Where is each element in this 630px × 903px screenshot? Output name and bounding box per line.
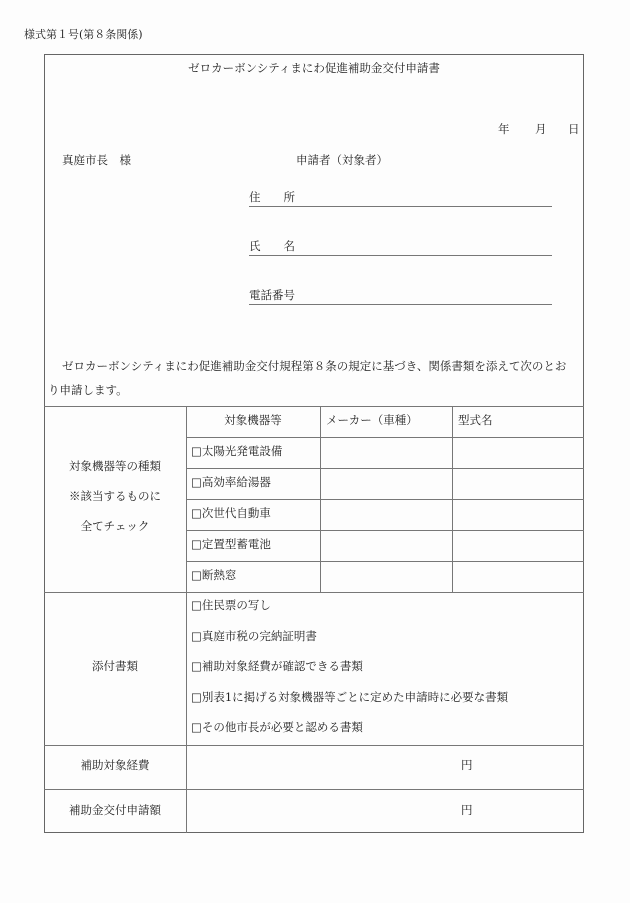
date-day[interactable]: 日 bbox=[568, 122, 580, 136]
form-frame bbox=[44, 54, 584, 833]
equipment-label-2: ※該当するものに bbox=[69, 489, 161, 503]
section-divider bbox=[44, 745, 584, 746]
equipment-checkbox-solar[interactable]: □太陽光発電設備 bbox=[191, 444, 283, 458]
column-divider bbox=[186, 406, 187, 833]
header-maker: メーカー（車種） bbox=[326, 413, 418, 427]
body-text-line2: り申請します。 bbox=[48, 383, 128, 397]
phone-field[interactable] bbox=[249, 287, 552, 305]
applicant-heading: 申請者（対象者） bbox=[296, 153, 388, 167]
header-model: 型式名 bbox=[458, 413, 493, 427]
phone-label: 電話番号 bbox=[249, 288, 295, 302]
attachment-checkbox[interactable]: □補助対象経費が確認できる書類 bbox=[191, 659, 363, 673]
cost-label: 補助対象経費 bbox=[80, 758, 150, 772]
form-title: ゼロカーボンシティまにわ促進補助金交付申請書 bbox=[188, 61, 440, 75]
cost-unit: 円 bbox=[461, 758, 473, 772]
header-equipment: 対象機器等 bbox=[224, 413, 282, 427]
request-label: 補助金交付申請額 bbox=[69, 803, 161, 817]
attachment-checkbox[interactable]: □その他市長が必要と認める書類 bbox=[191, 720, 363, 734]
column-divider bbox=[452, 406, 453, 592]
row-divider bbox=[186, 437, 584, 438]
date-month[interactable]: 月 bbox=[535, 122, 547, 136]
date-year[interactable]: 年 bbox=[498, 122, 510, 136]
column-divider bbox=[320, 406, 321, 592]
equipment-checkbox-water-heater[interactable]: □高効率給湯器 bbox=[191, 475, 271, 489]
address-field[interactable] bbox=[249, 189, 552, 207]
section-divider bbox=[44, 592, 584, 593]
row-divider bbox=[186, 561, 584, 562]
attachment-checkbox[interactable]: □住民票の写し bbox=[191, 598, 271, 612]
address-label: 住 所 bbox=[249, 190, 295, 204]
section-divider bbox=[44, 789, 584, 790]
form-number: 様式第１号(第８条関係) bbox=[24, 28, 143, 41]
attachments-label: 添付書類 bbox=[92, 659, 138, 673]
equipment-label-1: 対象機器等の種類 bbox=[69, 459, 161, 473]
row-divider bbox=[186, 530, 584, 531]
body-text-line1: ゼロカーボンシティまにわ促進補助金交付規程第８条の規定に基づき、関係書類を添えて次のとお bbox=[62, 359, 567, 373]
request-unit: 円 bbox=[461, 803, 473, 817]
equipment-label-3: 全てチェック bbox=[80, 519, 150, 533]
row-divider bbox=[186, 468, 584, 469]
equipment-checkbox-window[interactable]: □断熱窓 bbox=[191, 568, 237, 582]
equipment-checkbox-battery[interactable]: □定置型蓄電池 bbox=[191, 537, 271, 551]
row-divider bbox=[186, 499, 584, 500]
name-label: 氏 名 bbox=[249, 239, 295, 253]
attachment-checkbox[interactable]: □別表1に掲げる対象機器等ごとに定めた申請時に必要な書類 bbox=[191, 690, 509, 704]
equipment-checkbox-vehicle[interactable]: □次世代自動車 bbox=[191, 506, 271, 520]
attachment-checkbox[interactable]: □真庭市税の完納証明書 bbox=[191, 629, 317, 643]
name-field[interactable] bbox=[249, 238, 552, 256]
addressee: 真庭市長 様 bbox=[62, 153, 131, 167]
table-top-border bbox=[44, 406, 584, 407]
